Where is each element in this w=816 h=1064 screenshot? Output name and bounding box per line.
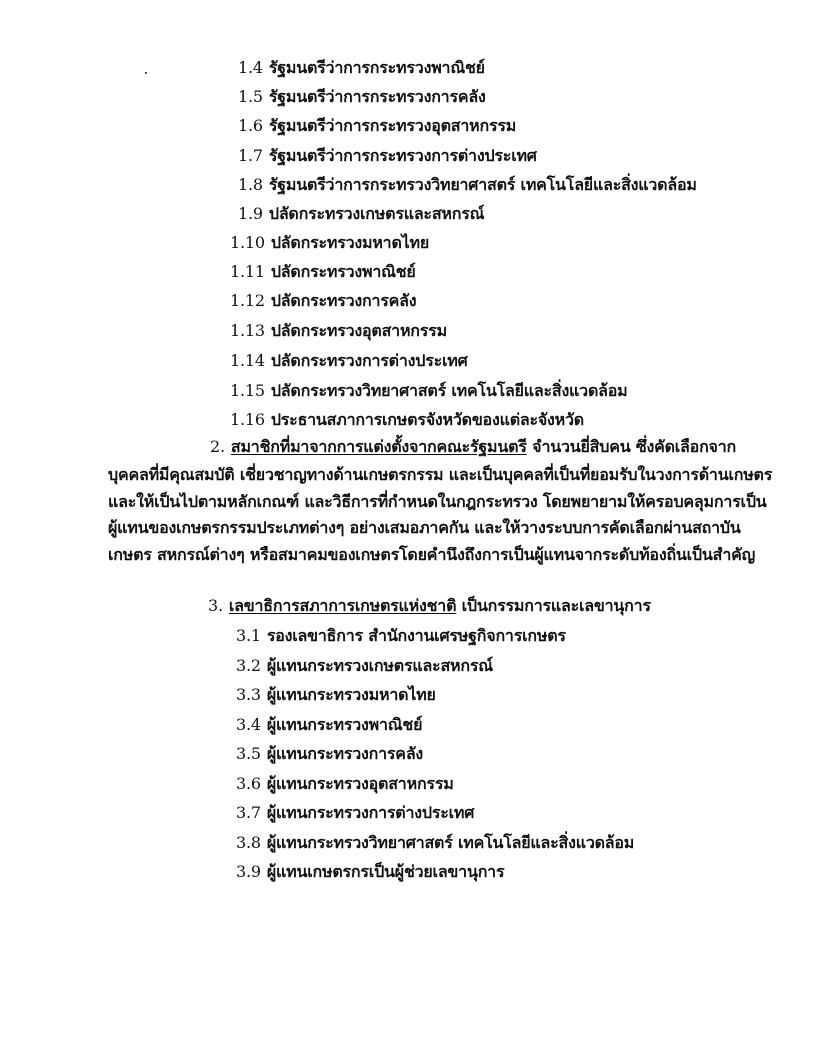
- list-item: 3.2 ผู้แทนกระทรวงเกษตรและสหกรณ์: [236, 656, 493, 675]
- list-item: 3.4 ผู้แทนกระทรวงพาณิชย์: [236, 715, 423, 734]
- list-item: 3.1 รองเลขาธิการ สำนักงานเศรษฐกิจการเกษตร: [236, 626, 566, 645]
- list-item: 1.15 ปลัดกระทรวงวิทยาศาสตร์ เทคโนโลยีและสิ่งแวดล้อม: [230, 381, 628, 400]
- list-item: 3.9 ผู้แทนเกษตรกรเป็นผู้ช่วยเลขานุการ: [236, 862, 505, 881]
- list-item: 1.14 ปลัดกระทรวงการต่างประเทศ: [230, 351, 468, 370]
- scan-speck: [145, 72, 147, 74]
- section-3-heading-line: 3. เลขาธิการสภาการเกษตรแห่งชาติ เป็นกรรมการและเลขานุการ: [208, 596, 651, 615]
- list-item: 3.3 ผู้แทนกระทรวงมหาดไทย: [236, 685, 436, 704]
- list-item: 1.11 ปลัดกระทรวงพาณิชย์: [230, 262, 416, 281]
- list-item: 1.7 รัฐมนตรีว่าการกระทรวงการต่างประเทศ: [238, 146, 537, 165]
- list-item: 3.6 ผู้แทนกระทรวงอุตสาหกรรม: [236, 774, 454, 793]
- paragraph-line: ผู้แทนของเกษตรกรรมประเภทต่างๆ อย่างเสมอภาคกัน และให้วางระบบการคัดเลือกผ่านสถาบัน: [108, 518, 741, 537]
- paragraph-line: บุคคลที่มีคุณสมบัติ เชี่ยวชาญทางด้านเกษตรกรรม และเป็นบุคคลที่เป็นที่ยอมรับในวงการด้านเกษตร: [108, 465, 773, 484]
- list-item: 1.6 รัฐมนตรีว่าการกระทรวงอุตสาหกรรม: [238, 116, 517, 135]
- list-item: 1.4 รัฐมนตรีว่าการกระทรวงพาณิชย์: [238, 58, 485, 77]
- list-item: 1.13 ปลัดกระทรวงอุตสาหกรรม: [230, 321, 447, 340]
- list-item: 3.5 ผู้แทนกระทรวงการคลัง: [236, 744, 424, 763]
- list-item: 1.8 รัฐมนตรีว่าการกระทรวงวิทยาศาสตร์ เทคโนโลยีและสิ่งแวดล้อม: [238, 175, 697, 194]
- section-3-heading: เลขาธิการสภาการเกษตรแห่งชาติ: [228, 596, 457, 615]
- paragraph-line: และให้เป็นไปตามหลักเกณฑ์ และวิธีการที่กำหนดในกฎกระทรวง โดยพยายามให้ครอบคลุมการเป็น: [108, 492, 767, 511]
- list-item: 1.16 ประธานสภาการเกษตรจังหวัดของแต่ละจังหวัด: [230, 410, 584, 429]
- section-2-heading: สมาชิกที่มาจากการแต่งตั้งจากคณะรัฐมนตรี: [230, 437, 527, 456]
- list-item: 1.10 ปลัดกระทรวงมหาดไทย: [230, 233, 430, 252]
- list-item: 3.7 ผู้แทนกระทรวงการต่างประเทศ: [236, 803, 475, 822]
- list-item: 1.5 รัฐมนตรีว่าการกระทรวงการคลัง: [238, 87, 486, 106]
- list-item: 1.12 ปลัดกระทรวงการคลัง: [230, 291, 417, 310]
- list-item: 3.8 ผู้แทนกระทรวงวิทยาศาสตร์ เทคโนโลยีและสิ่งแวดล้อม: [236, 833, 635, 852]
- paragraph-line: เกษตร สหกรณ์ต่างๆ หรือสมาคมของเกษตรโดยคำนึงถึงการเป็นผู้แทนจากระดับท้องถิ่นเป็นสำคัญ: [108, 545, 756, 564]
- section-2-heading-line: 2. สมาชิกที่มาจากการแต่งตั้งจากคณะรัฐมนตรี จำนวนยี่สิบคน ซึ่งคัดเลือกจาก: [210, 437, 736, 456]
- list-item: 1.9 ปลัดกระทรวงเกษตรและสหกรณ์: [238, 204, 485, 223]
